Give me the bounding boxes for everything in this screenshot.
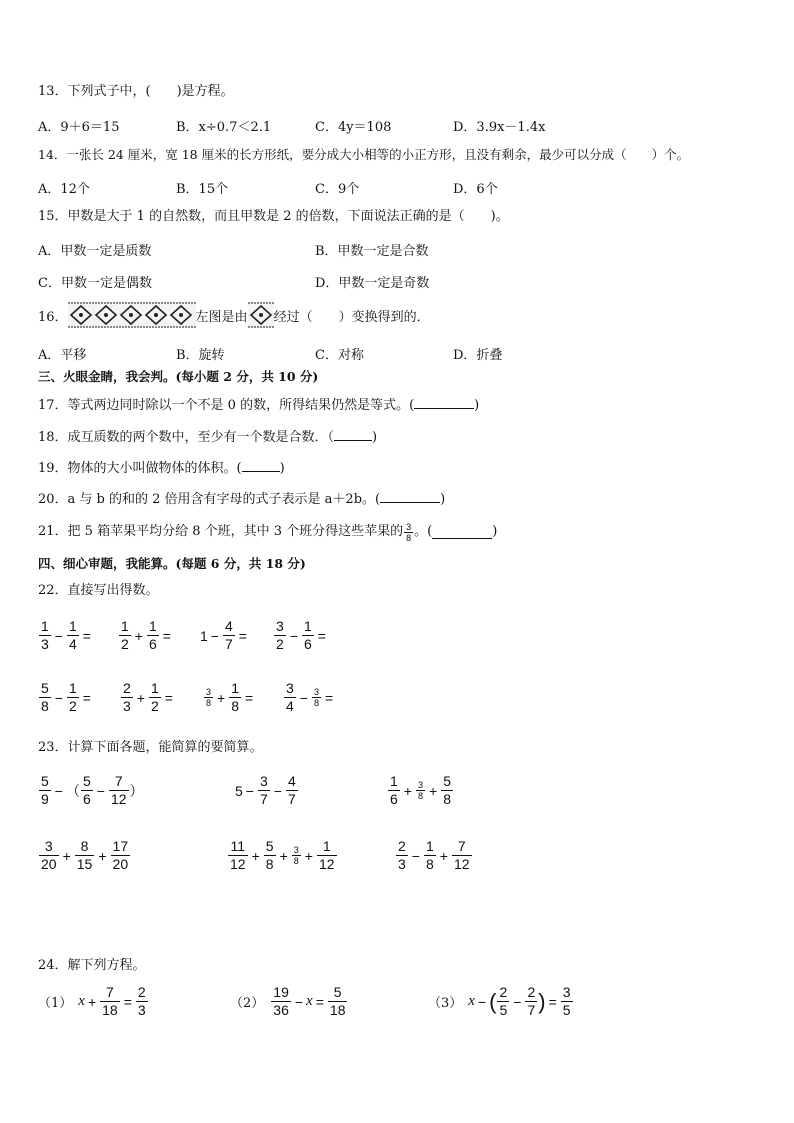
- q22-expr-1: $\frac{1}{3}$ − $\frac{1}{4}$ =: [41, 618, 91, 652]
- q16-option-c[interactable]: C．对称: [315, 348, 364, 363]
- section-3-title: 三、火眼金睛，我会判。(每小题 2 分，共 10 分): [38, 369, 319, 384]
- q17: [38, 396, 479, 414]
- q13-option-c[interactable]: C．4y＝108: [315, 120, 392, 135]
- q14-option-a[interactable]: A．12个: [38, 182, 90, 197]
- q16-option-b[interactable]: B．旋转: [176, 348, 225, 363]
- q16-option-a[interactable]: A．平移: [38, 348, 87, 363]
- q23-expr-3: $\frac{1}{6}$ + $\frac{3}{8}$ + $\frac{5}{8}$: [390, 773, 451, 807]
- q20-close: ): [440, 492, 446, 507]
- q24-stem: 24．解下列方程。: [38, 958, 146, 973]
- q21-tail: 。(: [414, 524, 433, 539]
- q21-stem: 21．把 5 箱苹果平均分给 8 个班，其中 3 个班分得这些苹果的: [38, 524, 404, 539]
- q15-option-b[interactable]: B．甲数一定是合数: [315, 244, 429, 259]
- q22-stem: 22．直接写出得数。: [38, 583, 159, 598]
- q19-close: ): [279, 461, 285, 476]
- q14-stem: 14．一张长 24 厘米，宽 18 厘米的长方形纸，要分成大小相等的小正方形，且没有剩余，最少可以分成（ ）个。: [38, 147, 690, 162]
- q15-option-a[interactable]: A．甲数一定是质数: [38, 244, 152, 259]
- q13-option-b[interactable]: B．x÷0.7＜2.1: [176, 120, 272, 135]
- q23-expr-5: $\frac{11}{12}$ + $\frac{5}{8}$ + $\frac{3}{8}$ + $\frac{1}{12}$: [230, 838, 335, 872]
- q21: [38, 518, 497, 546]
- q22-expr-8: $\frac{3}{4}$ − $\frac{3}{8}$ =: [286, 680, 334, 714]
- q16-mid-text: 左图是由: [195, 309, 248, 325]
- q22-expr-6: $\frac{2}{3}$ + $\frac{1}{2}$ =: [123, 680, 173, 714]
- q16-option-d[interactable]: D．折叠: [453, 348, 503, 363]
- q19-stem: 19．物体的大小叫做物体的体积。(: [38, 461, 242, 476]
- q14-option-d[interactable]: D．6个: [453, 182, 498, 197]
- q22-expr-7: $\frac{3}{8}$ + $\frac{1}{8}$ =: [206, 680, 254, 714]
- q16-number: 16．: [38, 309, 68, 325]
- answer-blank[interactable]: [414, 396, 474, 409]
- answer-blank[interactable]: [242, 459, 280, 472]
- q23-stem: 23．计算下面各题，能简算的要简算。: [38, 740, 263, 755]
- q21-close: ): [492, 524, 498, 539]
- q23-expr-2: 5 − $\frac{3}{7}$ − $\frac{4}{7}$: [235, 773, 296, 807]
- q18: [38, 428, 377, 446]
- q24-equation-2: （2） $\frac{19}{36}$ − x = $\frac{5}{18}$: [230, 984, 346, 1018]
- q17-stem: 17．等式两边同时除以一个不是 0 的数，所得结果仍然是等式。(: [38, 398, 415, 413]
- q18-close: ): [372, 430, 378, 445]
- q22-expr-3: 1 − $\frac{4}{7}$ =: [200, 618, 247, 652]
- q13-stem: 13．下列式子中，( )是方程。: [38, 84, 234, 99]
- q23-expr-1: $\frac{5}{9}$ − （ $\frac{5}{6}$ − $\frac{7}{12}$ ）: [41, 773, 144, 807]
- q23-expr-6: $\frac{2}{3}$ − $\frac{1}{8}$ + $\frac{7}{12}$: [398, 838, 470, 872]
- q20: [38, 490, 445, 508]
- q16-tail-text: 经过（ ）变换得到的．: [273, 309, 430, 325]
- q15-stem: 15．甲数是大于 1 的自然数，而且甲数是 2 的倍数，下面说法正确的是（ )。: [38, 209, 509, 224]
- section-4-title: 四、细心审题，我能算。(每题 6 分，共 18 分): [38, 556, 306, 571]
- q24-equation-3: （3） x − ( $\frac{2}{5}$ − $\frac{2}{7}$ ) = $\frac{3}{5}$: [428, 984, 571, 1018]
- q22-expr-5: $\frac{5}{8}$ − $\frac{1}{2}$ =: [41, 680, 91, 714]
- q19: [38, 459, 285, 477]
- q13-option-a[interactable]: A．9＋6＝15: [38, 120, 120, 135]
- q22-expr-4: $\frac{3}{2}$ − $\frac{1}{6}$ =: [276, 618, 326, 652]
- q14-option-b[interactable]: B．15个: [176, 182, 229, 197]
- q15-option-c[interactable]: C．甲数一定是偶数: [38, 276, 152, 291]
- q24-equation-1: （1） x + $\frac{7}{18}$ = $\frac{2}{3}$: [38, 984, 146, 1018]
- fraction: $\frac{3}{8}$: [406, 521, 412, 543]
- q22-expr-2: $\frac{1}{2}$ + $\frac{1}{6}$ =: [121, 618, 171, 652]
- q18-stem: 18．成互质数的两个数中，至少有一个数是合数．（: [38, 430, 335, 445]
- pattern-strip-image: [68, 302, 196, 328]
- q13-option-d[interactable]: D．3.9x－1.4x: [453, 120, 546, 135]
- q23-expr-4: $\frac{3}{20}$ + $\frac{8}{15}$ + $\frac{17}{20}$: [41, 838, 129, 872]
- answer-blank[interactable]: [432, 526, 492, 539]
- q14-option-c[interactable]: C．9个: [315, 182, 360, 197]
- answer-blank[interactable]: [334, 428, 372, 441]
- q17-close: ): [474, 398, 480, 413]
- answer-blank[interactable]: [380, 490, 440, 503]
- q15-option-d[interactable]: D．甲数一定是奇数: [315, 276, 430, 291]
- pattern-unit-image: [248, 302, 274, 328]
- q16-stem: [38, 302, 430, 328]
- q20-stem: 20．a 与 b 的和的 2 倍用含有字母的式子表示是 a＋2b。(: [38, 492, 381, 507]
